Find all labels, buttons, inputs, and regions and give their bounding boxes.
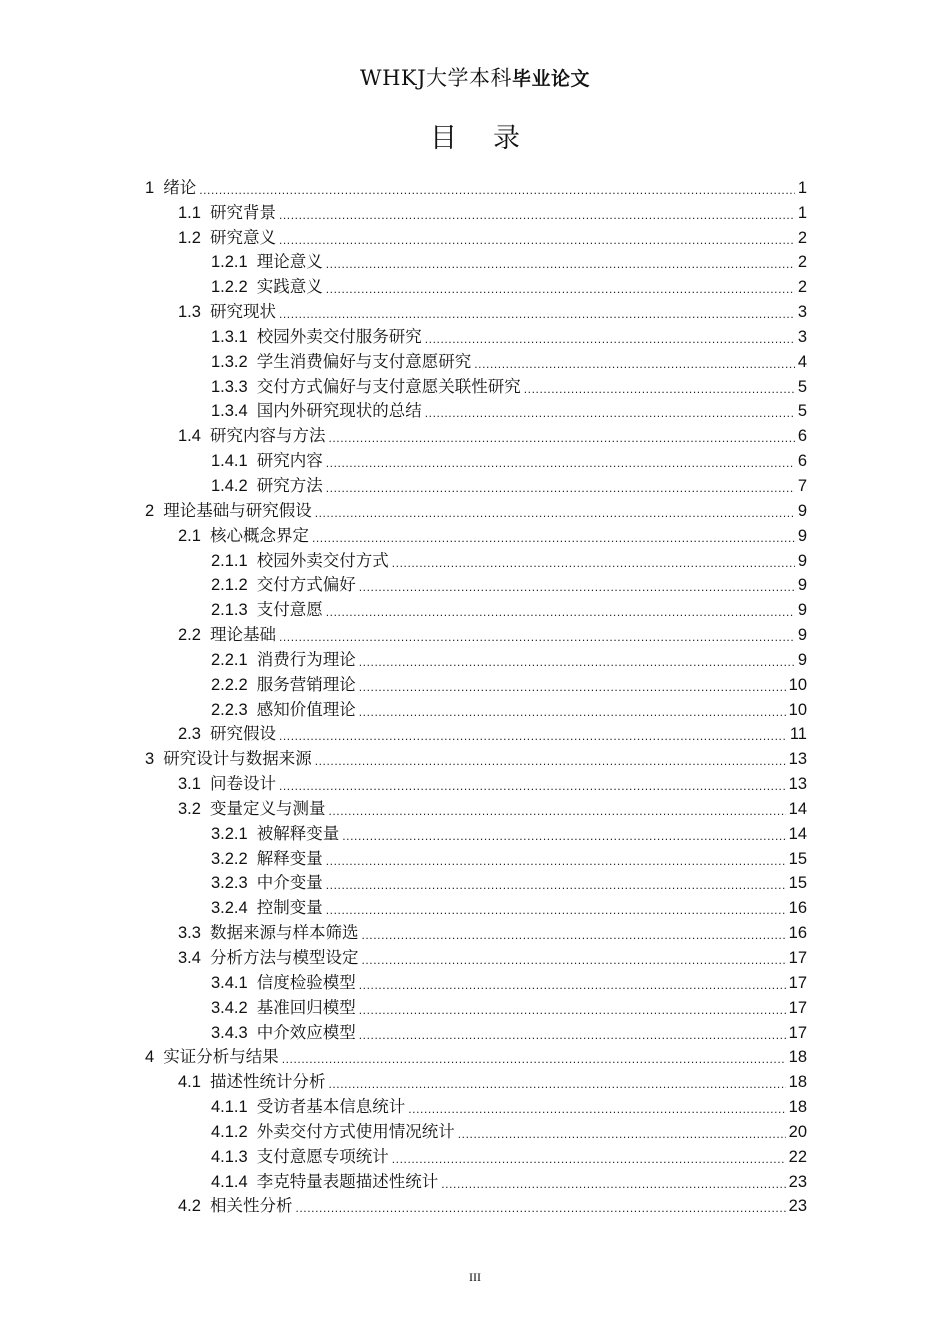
toc-entry-page: 10 — [788, 675, 807, 694]
toc-entry-title: 消费行为理论 — [256, 649, 356, 669]
toc-entry[interactable] — [145, 397, 807, 422]
toc-dot-leader — [312, 530, 795, 546]
toc-dot-leader — [359, 579, 795, 595]
toc-entry-page: 6 — [797, 452, 807, 471]
toc-entry-number: 1.3.2 — [211, 352, 248, 371]
toc-entry-title: 被解释变量 — [256, 823, 340, 843]
toc-dot-leader — [279, 778, 786, 794]
toc-entry-page: 1 — [797, 178, 807, 197]
toc-dot-leader — [361, 927, 785, 943]
table-of-contents — [145, 173, 807, 1216]
toc-title: 目录 — [430, 123, 556, 154]
toc-dot-leader — [441, 1176, 785, 1192]
toc-entry[interactable] — [145, 248, 807, 273]
toc-entry[interactable] — [145, 1092, 807, 1117]
toc-entry[interactable] — [145, 421, 807, 446]
toc-entry-title: 支付意愿 — [256, 600, 323, 620]
toc-entry-number: 1.2 — [178, 228, 201, 247]
toc-dot-leader — [342, 828, 785, 844]
toc-entry-title: 理论基础与研究假设 — [163, 500, 312, 520]
toc-dot-leader — [199, 182, 795, 198]
toc-entry-title: 受访者基本信息统计 — [256, 1097, 406, 1117]
toc-dot-leader — [279, 629, 795, 645]
toc-dot-leader — [282, 1051, 786, 1067]
toc-dot-leader — [392, 555, 795, 571]
toc-entry-title: 绪论 — [163, 177, 197, 197]
toc-entry-title: 服务营销理论 — [256, 674, 356, 694]
toc-dot-leader — [328, 430, 794, 446]
toc-entry-page: 2 — [797, 228, 807, 247]
toc-entry[interactable] — [145, 869, 807, 894]
toc-entry[interactable] — [145, 297, 807, 322]
toc-entry[interactable] — [145, 546, 807, 571]
toc-entry-page: 18 — [788, 1073, 807, 1092]
toc-entry-number: 1 — [145, 178, 155, 197]
toc-entry[interactable] — [145, 968, 807, 993]
toc-entry[interactable] — [145, 347, 807, 372]
toc-dot-leader — [279, 306, 795, 322]
toc-entry-number: 1.2.2 — [211, 278, 248, 297]
toc-entry-title: 解释变量 — [256, 848, 323, 868]
toc-entry-page: 15 — [788, 849, 807, 868]
toc-entry-title: 理论意义 — [256, 252, 323, 272]
toc-entry-number: 3.4 — [178, 949, 201, 967]
toc-entry[interactable] — [145, 943, 807, 968]
toc-entry[interactable] — [145, 918, 807, 943]
toc-entry-number: 1.1 — [178, 203, 201, 222]
running-header — [0, 62, 950, 92]
toc-entry-title: 交付方式偏好 — [256, 575, 356, 595]
toc-entry-page: 16 — [788, 899, 807, 918]
toc-entry-number: 3.4.2 — [211, 998, 248, 1017]
toc-entry[interactable] — [145, 993, 807, 1018]
toc-entry[interactable] — [145, 496, 807, 521]
toc-entry-number: 1.3.1 — [211, 327, 248, 346]
toc-dot-leader — [359, 1027, 786, 1043]
toc-entry[interactable] — [145, 1117, 807, 1142]
toc-entry-number: 3.1 — [178, 775, 201, 794]
toc-dot-leader — [326, 256, 795, 272]
toc-entry-page: 23 — [788, 1172, 807, 1191]
toc-entry-number: 3 — [145, 750, 155, 769]
toc-dot-leader — [458, 1126, 786, 1142]
toc-dot-leader — [326, 902, 786, 918]
toc-dot-leader — [328, 803, 785, 819]
toc-entry-page: 22 — [788, 1147, 807, 1166]
toc-entry-title: 问卷设计 — [209, 774, 276, 794]
toc-dot-leader — [279, 728, 787, 744]
toc-entry[interactable] — [145, 720, 807, 745]
toc-entry-title: 感知价值理论 — [256, 699, 356, 719]
toc-entry-number: 1.2.1 — [211, 253, 248, 272]
toc-entry-number: 3.4.3 — [211, 1023, 248, 1042]
toc-entry-page: 5 — [797, 402, 807, 421]
toc-entry-number: 4.1.4 — [211, 1172, 248, 1191]
toc-entry[interactable] — [145, 645, 807, 670]
toc-entry-page: 9 — [797, 650, 807, 669]
toc-entry[interactable] — [145, 620, 807, 645]
toc-entry[interactable] — [145, 521, 807, 546]
toc-entry-page: 9 — [797, 576, 807, 595]
toc-entry-number: 2.2.1 — [211, 650, 248, 669]
toc-entry[interactable] — [145, 446, 807, 471]
toc-entry[interactable] — [145, 223, 807, 248]
toc-entry-page: 5 — [797, 377, 807, 396]
toc-dot-leader — [326, 455, 795, 471]
toc-dot-leader — [326, 853, 786, 869]
toc-dot-leader — [326, 281, 795, 297]
toc-entry-page: 18 — [788, 1048, 807, 1067]
toc-entry-number: 2.2.2 — [211, 675, 248, 694]
toc-entry-page: 6 — [797, 427, 807, 446]
toc-entry[interactable] — [145, 893, 807, 918]
toc-entry-title: 校园外卖交付服务研究 — [256, 326, 422, 346]
toc-entry[interactable] — [145, 819, 807, 844]
toc-dot-leader — [474, 356, 795, 372]
toc-entry[interactable] — [145, 198, 807, 223]
toc-entry-number: 2.3 — [178, 725, 201, 744]
toc-entry-number: 2.2 — [178, 626, 201, 645]
toc-entry-title: 实证分析与结果 — [163, 1047, 279, 1067]
toc-dot-leader — [326, 480, 795, 496]
toc-dot-leader — [361, 952, 785, 968]
toc-dot-leader — [524, 381, 795, 397]
toc-entry-title: 研究方法 — [256, 475, 323, 495]
toc-entry-title: 研究内容与方法 — [209, 426, 326, 446]
toc-entry-number: 3.4.1 — [211, 973, 248, 992]
toc-entry-page: 9 — [797, 551, 807, 570]
toc-entry-title: 外卖交付方式使用情况统计 — [256, 1121, 455, 1141]
toc-entry[interactable] — [145, 1018, 807, 1043]
toc-entry-number: 1.3.3 — [211, 377, 248, 396]
toc-entry-page: 2 — [797, 253, 807, 272]
toc-entry-title: 中介变量 — [256, 873, 323, 893]
toc-entry-page: 13 — [788, 775, 807, 794]
toc-dot-leader — [279, 207, 795, 223]
toc-entry-number: 4 — [145, 1048, 155, 1067]
toc-entry-page: 3 — [797, 303, 807, 322]
toc-dot-leader — [315, 505, 795, 521]
toc-entry[interactable] — [145, 1043, 807, 1068]
toc-dot-leader — [359, 679, 786, 695]
toc-entry-number: 1.3 — [178, 303, 201, 322]
toc-entry-number: 2.1.1 — [211, 551, 248, 570]
toc-entry[interactable] — [145, 744, 807, 769]
toc-entry-number: 1.4.1 — [211, 452, 248, 471]
toc-entry-page: 1 — [797, 203, 807, 222]
toc-entry[interactable] — [145, 670, 807, 695]
toc-entry-title: 变量定义与测量 — [209, 798, 326, 818]
toc-entry-number: 4.1.3 — [211, 1147, 248, 1166]
toc-entry-title: 李克特量表题描述性统计 — [256, 1171, 439, 1191]
toc-dot-leader — [392, 1151, 786, 1167]
toc-entry-title: 研究假设 — [209, 724, 276, 744]
toc-entry[interactable] — [145, 372, 807, 397]
page-number: III — [469, 1270, 481, 1284]
toc-entry-title: 核心概念界定 — [209, 525, 309, 545]
toc-entry-title: 支付意愿专项统计 — [256, 1146, 389, 1166]
toc-entry[interactable] — [145, 322, 807, 347]
toc-dot-leader — [359, 1002, 786, 1018]
toc-entry-page: 3 — [797, 327, 807, 346]
toc-entry-page: 14 — [788, 799, 807, 818]
toc-entry-page: 2 — [797, 278, 807, 297]
toc-entry-page: 16 — [788, 924, 807, 943]
toc-entry-page: 9 — [797, 526, 807, 545]
toc-entry-page: 9 — [797, 501, 807, 520]
toc-entry[interactable] — [145, 571, 807, 596]
toc-entry-number: 3.2.3 — [211, 874, 248, 893]
toc-entry-title: 中介效应模型 — [256, 1022, 356, 1042]
toc-entry-number: 3.2 — [178, 799, 201, 818]
toc-entry-number: 1.4 — [178, 427, 201, 446]
toc-entry-page: 9 — [797, 626, 807, 645]
toc-entry-page: 17 — [788, 949, 807, 967]
toc-entry[interactable] — [145, 272, 807, 297]
toc-entry-title: 实践意义 — [256, 277, 323, 297]
toc-entry-title: 学生消费偏好与支付意愿研究 — [256, 351, 472, 371]
toc-entry-page: 17 — [788, 998, 807, 1017]
toc-entry-number: 3.2.4 — [211, 899, 248, 918]
toc-entry[interactable] — [145, 1067, 807, 1092]
toc-dot-leader — [295, 1200, 785, 1216]
toc-entry[interactable] — [145, 471, 807, 496]
toc-dot-leader — [326, 877, 786, 893]
toc-entry-page: 17 — [788, 973, 807, 992]
toc-entry-page: 9 — [797, 601, 807, 620]
toc-entry-page: 7 — [797, 476, 807, 495]
toc-entry[interactable] — [145, 173, 807, 198]
toc-entry-title: 交付方式偏好与支付意愿关联性研究 — [256, 376, 521, 396]
toc-entry-title: 控制变量 — [256, 898, 323, 918]
toc-entry-page: 11 — [789, 725, 807, 744]
toc-entry-page: 17 — [788, 1023, 807, 1042]
toc-dot-leader — [315, 753, 786, 769]
toc-entry-number: 3.2.2 — [211, 849, 248, 868]
header-thesis-label: 毕业论文 — [512, 68, 591, 90]
toc-entry-number: 4.1.1 — [211, 1098, 248, 1117]
toc-entry-title: 信度检验模型 — [256, 972, 356, 992]
toc-entry-title: 研究意义 — [209, 227, 276, 247]
toc-entry-title: 基准回归模型 — [256, 997, 356, 1017]
toc-dot-leader — [279, 232, 795, 248]
toc-entry-number: 4.1.2 — [211, 1122, 248, 1141]
toc-entry[interactable] — [145, 1167, 807, 1192]
toc-dot-leader — [408, 1101, 785, 1117]
toc-dot-leader — [359, 704, 786, 720]
toc-entry-title: 研究内容 — [256, 451, 323, 471]
toc-entry[interactable] — [145, 595, 807, 620]
toc-entry-page: 14 — [788, 824, 807, 843]
toc-entry-number: 3.3 — [178, 924, 201, 943]
toc-entry[interactable] — [145, 1192, 807, 1217]
toc-entry-number: 1.3.4 — [211, 402, 248, 421]
toc-entry-page: 18 — [788, 1098, 807, 1117]
toc-entry-number: 2 — [145, 501, 155, 520]
toc-entry-page: 4 — [797, 352, 807, 371]
header-university: WHKJ大学本科 — [359, 66, 512, 90]
toc-entry-number: 4.1 — [178, 1073, 201, 1092]
toc-entry-title: 研究背景 — [209, 202, 276, 222]
toc-entry-title: 相关性分析 — [209, 1196, 293, 1216]
toc-entry-title: 分析方法与模型设定 — [209, 948, 359, 967]
toc-entry[interactable] — [145, 1142, 807, 1167]
toc-dot-leader — [425, 405, 795, 421]
toc-entry-number: 1.4.2 — [211, 476, 248, 495]
toc-entry-title: 数据来源与样本筛选 — [209, 923, 359, 943]
toc-entry-number: 2.1 — [178, 526, 201, 545]
toc-entry[interactable] — [145, 769, 807, 794]
toc-entry-page: 23 — [788, 1197, 807, 1216]
toc-dot-leader — [425, 331, 795, 347]
toc-entry-number: 2.1.2 — [211, 576, 248, 595]
toc-entry-number: 3.2.1 — [211, 824, 248, 843]
toc-entry-page: 20 — [788, 1122, 807, 1141]
toc-dot-leader — [359, 654, 795, 670]
toc-entry-page: 10 — [788, 700, 807, 719]
toc-entry[interactable] — [145, 844, 807, 869]
toc-entry-title: 校园外卖交付方式 — [256, 550, 389, 570]
toc-entry-page: 13 — [788, 750, 807, 769]
toc-dot-leader — [328, 1076, 785, 1092]
toc-dot-leader — [326, 604, 795, 620]
toc-entry-title: 研究设计与数据来源 — [163, 749, 312, 769]
toc-entry-number: 2.1.3 — [211, 601, 248, 620]
toc-entry-number: 4.2 — [178, 1197, 201, 1216]
toc-entry-number: 2.2.3 — [211, 700, 248, 719]
toc-entry[interactable] — [145, 794, 807, 819]
toc-entry-title: 理论基础 — [209, 625, 276, 645]
toc-entry-title: 国内外研究现状的总结 — [256, 401, 422, 421]
toc-entry[interactable] — [145, 695, 807, 720]
toc-entry-page: 15 — [788, 874, 807, 893]
toc-dot-leader — [359, 977, 786, 993]
toc-entry-title: 描述性统计分析 — [209, 1072, 326, 1092]
toc-entry-title: 研究现状 — [209, 302, 276, 322]
